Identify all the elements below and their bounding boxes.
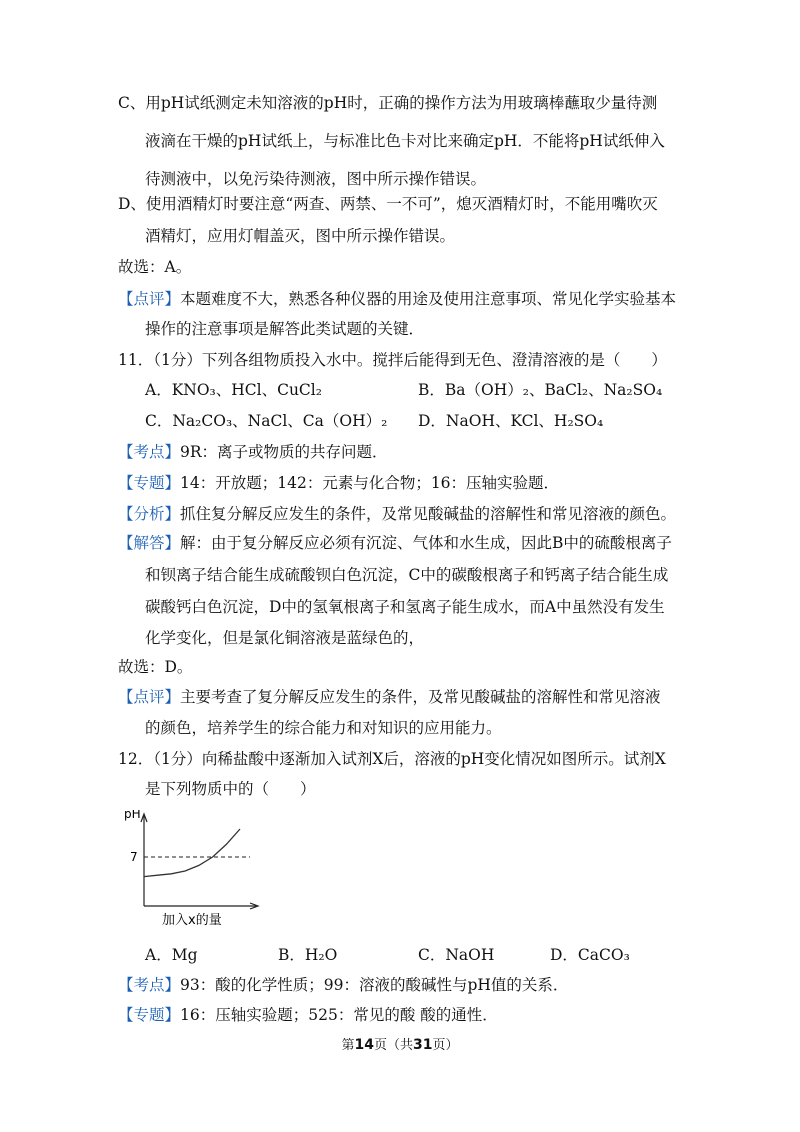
jieda-tag: 【解答】 xyxy=(118,534,181,552)
dianping-tag: 【点评】 xyxy=(118,688,181,706)
y-tick-label: 7 xyxy=(130,850,138,864)
q11-jieda-line4: 化学变化，但是氯化铜溶液是蓝绿色的， xyxy=(145,629,425,647)
ph-chart xyxy=(110,810,260,930)
kaodian-tag: 【考点】 xyxy=(118,443,181,461)
page-footer: 第14页（共31页） xyxy=(341,1037,459,1053)
q12-zhuanti: 【专题】16：压轴实验题；525：常见的酸 酸的通性． xyxy=(118,1006,498,1024)
q12-stem-line2: 是下列物质中的（ ） xyxy=(145,780,316,798)
q10-option-c-line2: 液滴在干燥的pH试纸上，与标准比色卡对比来确定pH．不能将pH试纸伸入 xyxy=(145,132,665,150)
q11-kaodian: 【考点】9R：离子或物质的共存问题． xyxy=(118,443,388,461)
y-axis-label: pH xyxy=(124,810,141,821)
q10-review-line1: 【点评】本题难度不大，熟悉各种仪器的用途及使用注意事项、常见化学实验基本 xyxy=(118,290,677,308)
q11-option-a: A．KNO₃、HCl、CuCl₂ xyxy=(145,381,322,399)
q11-jieda-line3: 碳酸钙白色沉淀，D中的氢氧根离子和氢离子能生成水，而A中虽然没有发生 xyxy=(145,598,665,616)
q12-option-b: B．H₂O xyxy=(278,946,338,964)
q11-dianping-line2: 的颜色，培养学生的综合能力和对知识的应用能力。 xyxy=(145,719,502,737)
review-tag: 【点评】 xyxy=(118,290,181,308)
q10-option-c-line1: C、用pH试纸测定未知溶液的pH时，正确的操作方法为用玻璃棒蘸取少量待测 xyxy=(118,94,658,112)
ph-curve xyxy=(144,829,240,877)
q11-jieda-line2: 和钡离子结合能生成硫酸钡白色沉淀，C中的碳酸根离子和钙离子结合能生成 xyxy=(145,566,669,584)
q11-zhuanti: 【专题】14：开放题；142：元素与化合物；16：压轴实验题． xyxy=(118,474,560,492)
q11-option-c: C．Na₂CO₃、NaCl、Ca（OH）₂ xyxy=(145,412,388,430)
q12-option-a: A．Mg xyxy=(145,946,198,964)
q10-option-c-line3: 待测液中，以免污染待测液，图中所示操作错误。 xyxy=(145,170,487,188)
q10-option-d-line2: 酒精灯，应用灯帽盖灭，图中所示操作错误。 xyxy=(145,227,456,245)
kaodian-tag: 【考点】 xyxy=(118,976,181,994)
x-axis-label: 加入x的量 xyxy=(162,913,222,928)
q11-option-b: B．Ba（OH）₂、BaCl₂、Na₂SO₄ xyxy=(418,381,663,399)
q12-option-c: C．NaOH xyxy=(418,946,495,964)
total-pages: 31 xyxy=(413,1037,433,1053)
q11-option-d: D．NaOH、KCl、H₂SO₄ xyxy=(418,412,604,430)
q12-stem-line1: 12．（1分）向稀盐酸中逐渐加入试剂X后，溶液的pH变化情况如图所示。试剂X xyxy=(118,750,666,768)
fenxi-tag: 【分析】 xyxy=(118,505,181,523)
q10-review-line2: 操作的注意事项是解答此类试题的关键． xyxy=(145,320,425,338)
q11-answer: 故选：D。 xyxy=(118,658,193,676)
q12-option-d: D．CaCO₃ xyxy=(550,946,630,964)
current-page-number: 14 xyxy=(354,1037,374,1053)
q10-answer: 故选：A。 xyxy=(118,258,192,276)
q11-dianping-line1: 【点评】主要考查了复分解反应发生的条件，及常见酸碱盐的溶解性和常见溶液 xyxy=(118,688,661,706)
q11-fenxi: 【分析】抓住复分解反应发生的条件，及常见酸碱盐的溶解性和常见溶液的颜色。 xyxy=(118,505,677,523)
zhuanti-tag: 【专题】 xyxy=(118,474,181,492)
q11-jieda-line1: 【解答】解：由于复分解反应必须有沉淀、气体和水生成，因此B中的硫酸根离子 xyxy=(118,534,672,552)
q12-kaodian: 【考点】93：酸的化学性质；99：溶液的酸碱性与pH值的关系． xyxy=(118,976,569,994)
q11-stem: 11．（1分）下列各组物质投入水中。搅拌后能得到无色、澄清溶液的是（ ） xyxy=(118,351,667,369)
zhuanti-tag: 【专题】 xyxy=(118,1006,181,1024)
q10-option-d-line1: D、使用酒精灯时要注意“两查、两禁、一不可”，熄灭酒精灯时，不能用嘴吹灭 xyxy=(118,195,658,213)
